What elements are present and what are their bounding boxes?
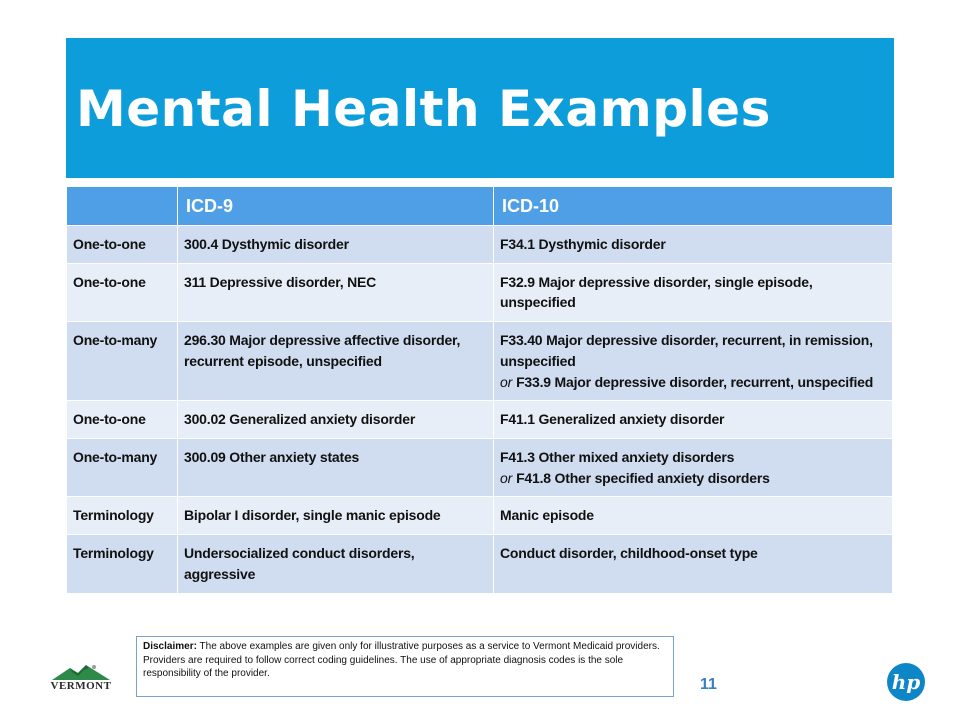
icd10-code: F41.1 Generalized anxiety disorder [500, 411, 725, 428]
mapping-type-cell: Terminology [67, 497, 178, 535]
icd10-cell [494, 322, 893, 401]
table-row [67, 497, 893, 535]
vermont-mountain-logo-icon [48, 662, 114, 682]
icd10-alternative [500, 468, 886, 489]
title-band [66, 38, 894, 178]
mapping-type-cell: One-to-many [67, 439, 178, 497]
vermont-wordmark: VERMONT [50, 680, 112, 692]
icd9-cell: 300.4 Dysthymic disorder [178, 226, 494, 264]
icd10-cell [494, 263, 893, 321]
header-icd9: ICD-9 [178, 187, 494, 226]
header-icd10: ICD-10 [494, 187, 893, 226]
disclaimer-box [136, 636, 674, 697]
disclaimer-text: The above examples are given only for illustrative purposes as a service to Vermont Medicaid providers. Providers are required to follow correct coding guidelines. The use of appropriate diagnosis codes is the sole responsibility of the provider. [143, 641, 660, 679]
or-connector: or [500, 469, 513, 486]
mapping-type-cell: Terminology [67, 535, 178, 593]
hp-wordmark: hp [891, 670, 921, 694]
disclaimer-label: Disclaimer: [143, 641, 197, 652]
table-row [67, 535, 893, 593]
hp-logo-icon [886, 662, 926, 702]
page-title: Mental Health Examples [76, 80, 771, 138]
icd10-alternative [500, 372, 886, 393]
table-row [67, 226, 893, 264]
icd10-code: F41.3 Other mixed anxiety disorders [500, 449, 735, 466]
table-row [67, 439, 893, 497]
icd10-code: Conduct disorder, childhood-onset type [500, 545, 758, 562]
table-header-row [67, 187, 893, 226]
icd10-code: F33.40 Major depressive disorder, recurrent, in remission, unspecified [500, 332, 873, 369]
table-row [67, 263, 893, 321]
mapping-type-cell: One-to-many [67, 322, 178, 401]
icd10-alt-code: F41.8 Other specified anxiety disorders [516, 469, 770, 486]
icd10-cell [494, 401, 893, 439]
table-row [67, 401, 893, 439]
icd10-code: Manic episode [500, 507, 594, 524]
icd-mapping-table [66, 186, 893, 594]
icd10-cell [494, 439, 893, 497]
icd10-alt-code: F33.9 Major depressive disorder, recurrent, unspecified [516, 373, 874, 390]
mapping-type-cell: One-to-one [67, 263, 178, 321]
icd10-code: F32.9 Major depressive disorder, single episode, unspecified [500, 273, 813, 311]
icd10-cell [494, 226, 893, 264]
vermont-logo [48, 662, 114, 698]
icd10-cell [494, 535, 893, 593]
table-row [67, 322, 893, 401]
icd9-cell: 296.30 Major depressive affective disorder, recurrent episode, unspecified [178, 322, 494, 401]
icd9-cell: Undersocialized conduct disorders, aggressive [178, 535, 494, 593]
page-number: 11 [700, 676, 717, 693]
icd10-cell [494, 497, 893, 535]
icd9-cell: 311 Depressive disorder, NEC [178, 263, 494, 321]
mapping-type-cell: One-to-one [67, 401, 178, 439]
icd9-cell: 300.02 Generalized anxiety disorder [178, 401, 494, 439]
icd9-cell: 300.09 Other anxiety states [178, 439, 494, 497]
icd10-code: F34.1 Dysthymic disorder [500, 236, 666, 252]
icd9-cell: Bipolar I disorder, single manic episode [178, 497, 494, 535]
mapping-type-cell: One-to-one [67, 226, 178, 264]
or-connector: or [500, 373, 513, 390]
header-mapping-type [67, 187, 178, 226]
